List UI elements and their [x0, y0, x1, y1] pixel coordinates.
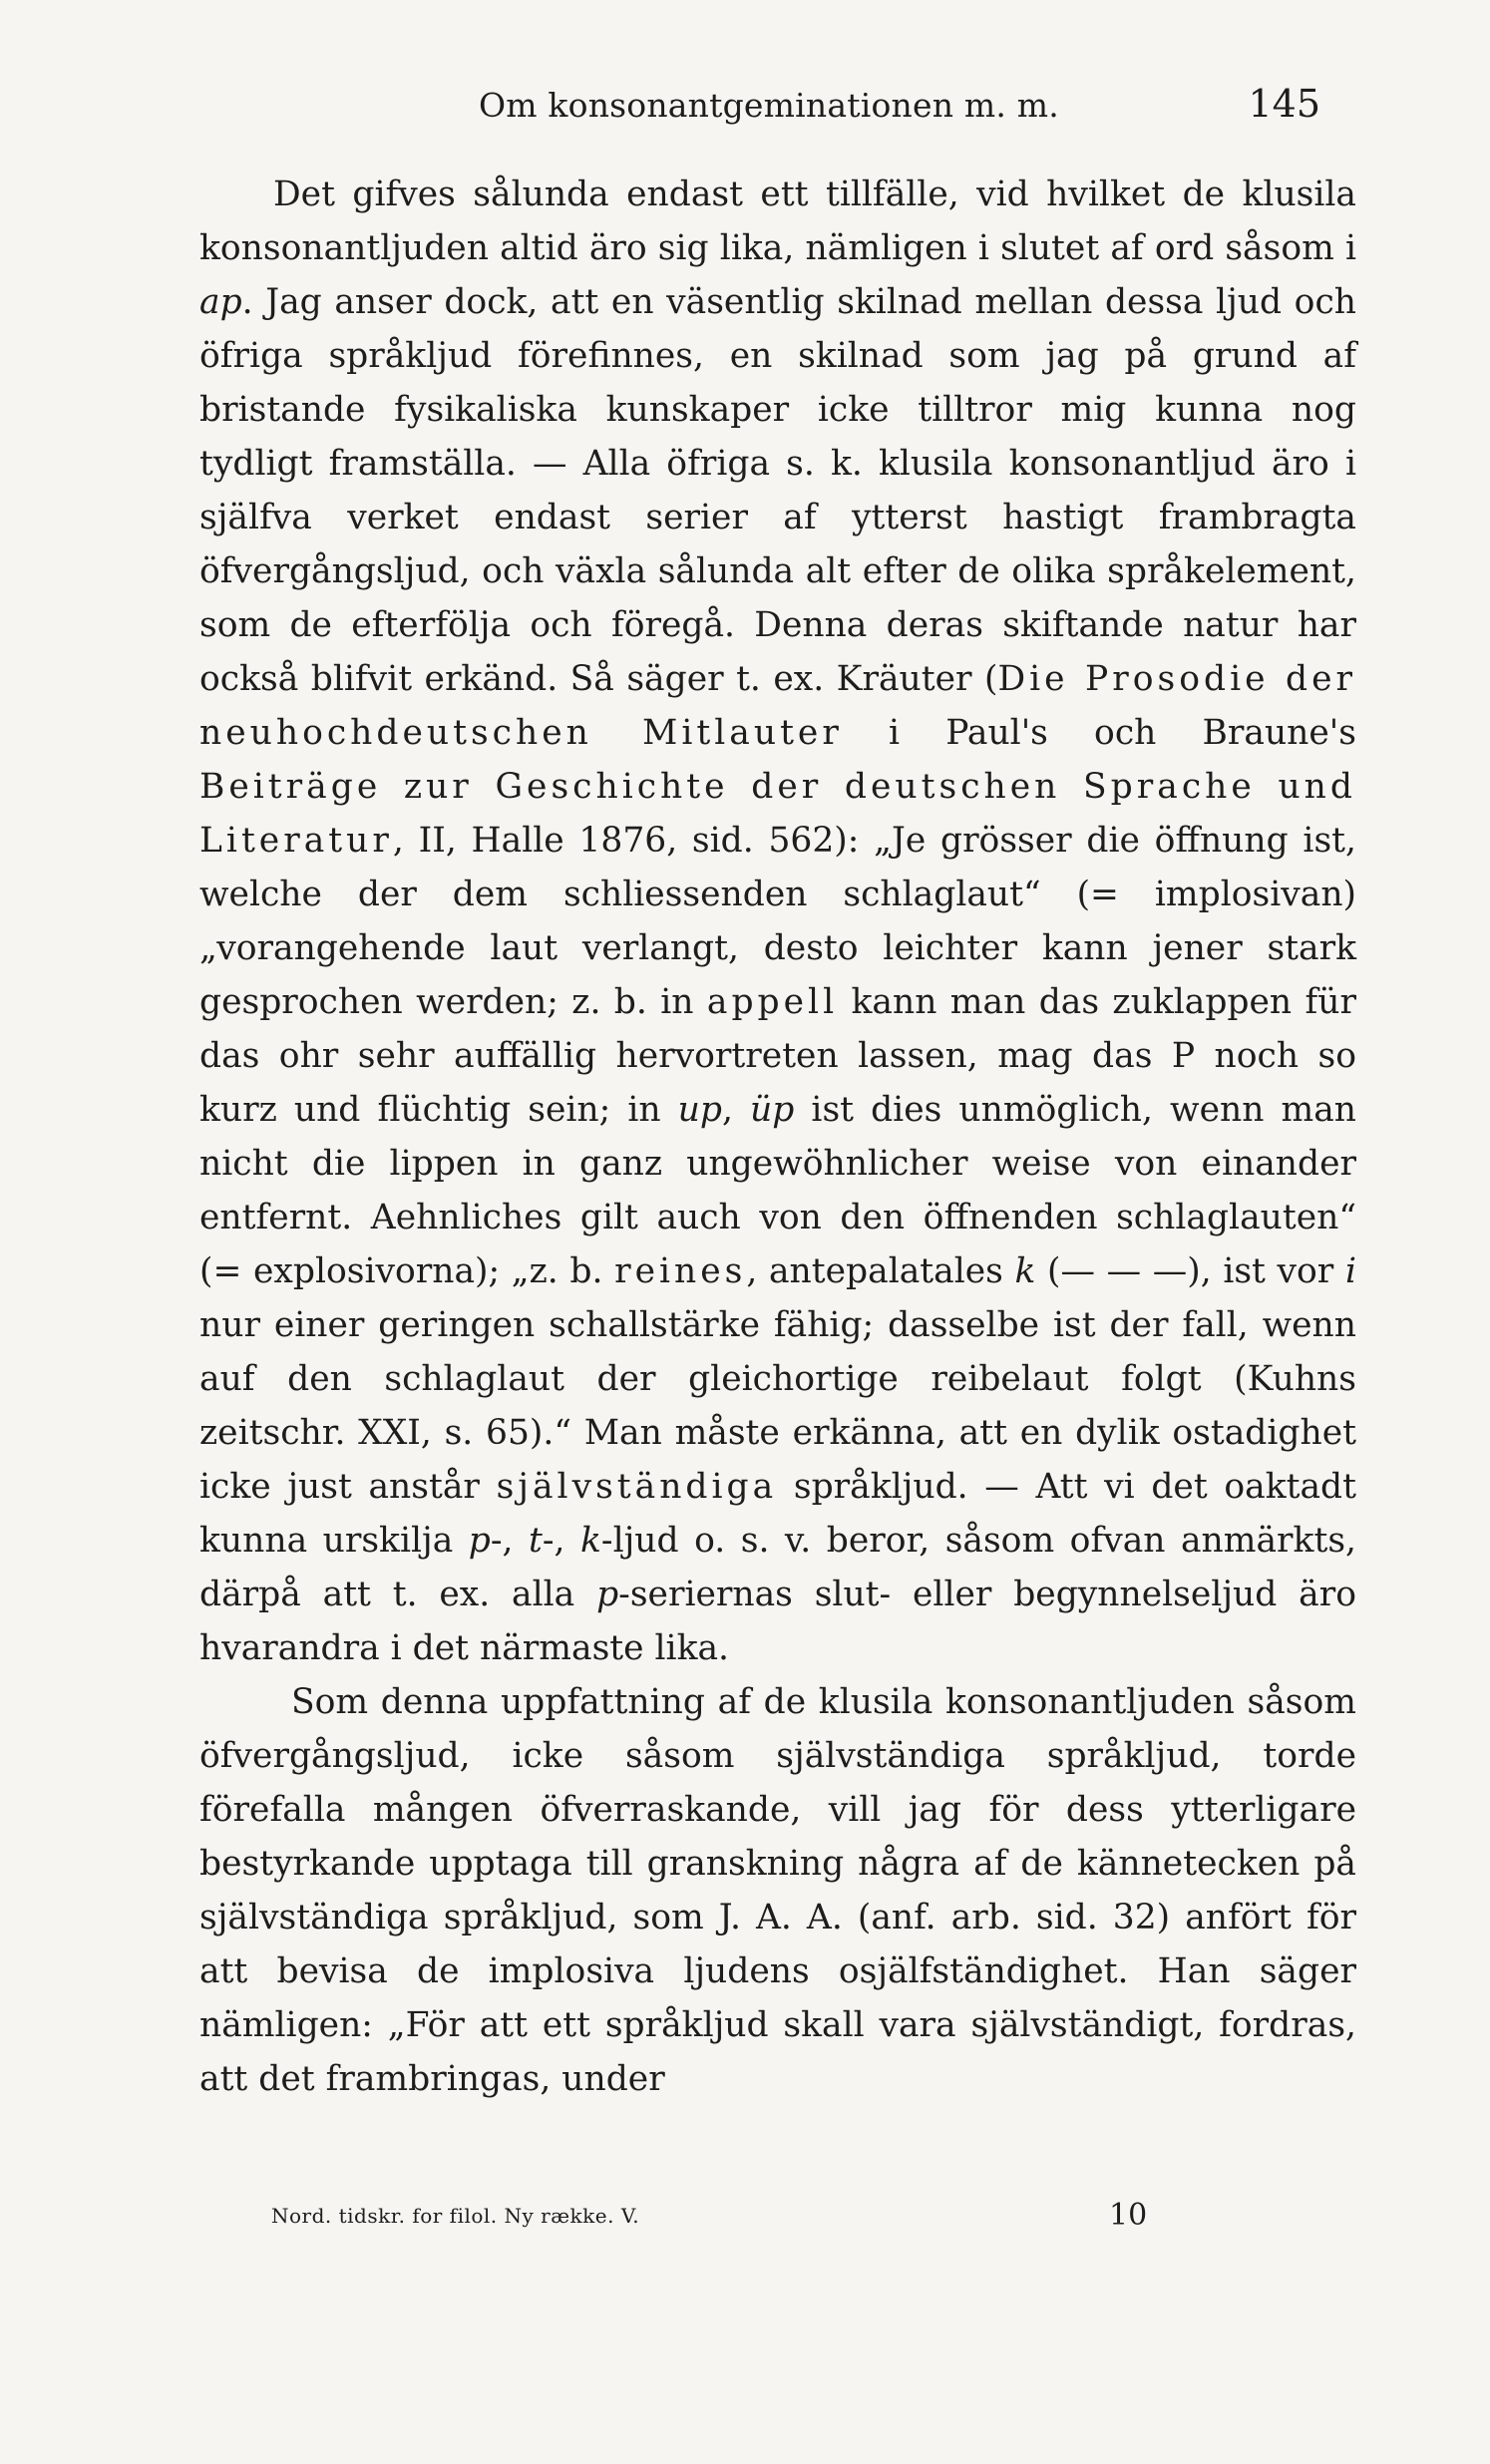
para1-s20: självständiga: [496, 1467, 778, 1507]
para1-s15: , antepalatales: [746, 1251, 1015, 1291]
body-text: [199, 168, 1356, 2106]
para1-s11: ,: [721, 1090, 751, 1130]
page-header: [479, 82, 1336, 142]
para1-s8: appell: [706, 982, 839, 1022]
para1-s23: -,: [490, 1521, 530, 1561]
para1-s14: reines: [614, 1251, 747, 1291]
para1-s7: , II, Halle 1876, sid. 562): „Je grösser die öffnung ist, welche der dem schliessenden schlaglaut“ (= implosivan) „vorangehende laut verlangt, desto leichter kann jener stark gesprochen werden; z. b. in: [199, 821, 1356, 1022]
running-title: Om konsonantgeminationen m. m.: [479, 86, 1059, 125]
para1-s17: (— — —), ist vor: [1035, 1251, 1345, 1291]
para1-s13: ist dies unmöglich, wenn man nicht die lippen in ganz ungewöhnlicher weise von einander entfernt. Aehnliches gilt auch von den öffnenden schlaglauten“ (= explosivorna); „z. b.: [199, 1090, 1356, 1291]
para1-s10: up: [677, 1090, 722, 1130]
para1-s16: k: [1014, 1251, 1036, 1291]
para1-s5: i Paul's och Braune's: [842, 713, 1356, 753]
para1-s1: Det gifves sålunda endast ett tillfälle, vid hvilket de klusila konsonantljuden altid äro sig lika, nämligen i slutet af ord såsom i: [199, 175, 1356, 268]
paragraph-2: Som denna uppfattning af de klusila konsonantljuden såsom öfvergångsljud, icke såsom självständiga språkljud, torde förefalla mången öfverraskande, vill jag för dess ytterligare bestyrkande upptaga till granskning några af de kännetecken på självständiga språkljud, som J. A. A. (anf. arb. sid. 32) anfört för att bevisa de implosiva ljudens osjälfständighet. Han säger nämligen: „För att ett språkljud skall vara självständigt, fordras, att det frambringas, under: [199, 1682, 1356, 2099]
para1-s2: ap: [199, 282, 242, 322]
paragraph-1: [199, 168, 1356, 1675]
journal-line: Nord. tidskr. for filol. Ny række. V.: [271, 2204, 640, 2228]
para1-s3: . Jag anser dock, att en väsentlig skilnad mellan dessa ljud och öfriga språkljud förefinnes, en skilnad som jag på grund af bristande fysikaliska kunskaper icke tilltror mig kunna nog tydligt framställa. — Alla öfriga s. k. klusila konsonantljud äro i själfva verket endast serier af ytterst hastigt frambragta öfvergångsljud, och växla sålunda alt efter de olika språkelement, som de efterfölja och föregå. Denna deras skiftande natur har också blifvit erkänd. Så säger t. ex. Kräuter (: [199, 282, 1356, 699]
para1-s26: k: [580, 1521, 601, 1561]
signature-mark: 10: [1109, 2198, 1148, 2233]
page-number: 145: [1248, 82, 1320, 126]
para1-s22: p: [468, 1521, 491, 1561]
para1-s6: Beiträge zur Geschichte der deutschen Sprache und Literatur: [199, 767, 1356, 861]
para1-s27: -ljud o. s. v. beror, såsom ofvan anmärkts, därpå att t. ex. alla: [199, 1521, 1356, 1614]
page-footer: [271, 2198, 1169, 2238]
para1-s24: t: [529, 1521, 543, 1561]
para1-s12: üp: [750, 1090, 795, 1130]
para1-s9: kann man das zuklappen für das ohr sehr auffällig hervortreten lassen, mag das P noch so kurz und flüchtig sein; in: [199, 982, 1357, 1130]
para1-s29: -seriernas slut- eller begynnelseljud äro hvarandra i det närmaste lika.: [199, 1575, 1356, 1668]
para1-s19: nur einer geringen schallstärke fähig; dasselbe ist der fall, wenn auf den schlaglaut der gleichortige reibelaut folgt (Kuhns zeitschr. XXI, s. 65).“ Man måste erkänna, att en dylik ostadighet icke just anstår: [199, 1305, 1356, 1507]
para1-s21: språkljud. — Att vi det oaktadt kunna urskilja: [199, 1467, 1356, 1561]
para1-s18: i: [1344, 1251, 1356, 1291]
para1-s28: p: [596, 1575, 619, 1614]
para1-s25: -,: [542, 1521, 581, 1561]
para1-s4: Die Prosodie der neuhochdeutschen Mitlauter: [199, 659, 1356, 753]
